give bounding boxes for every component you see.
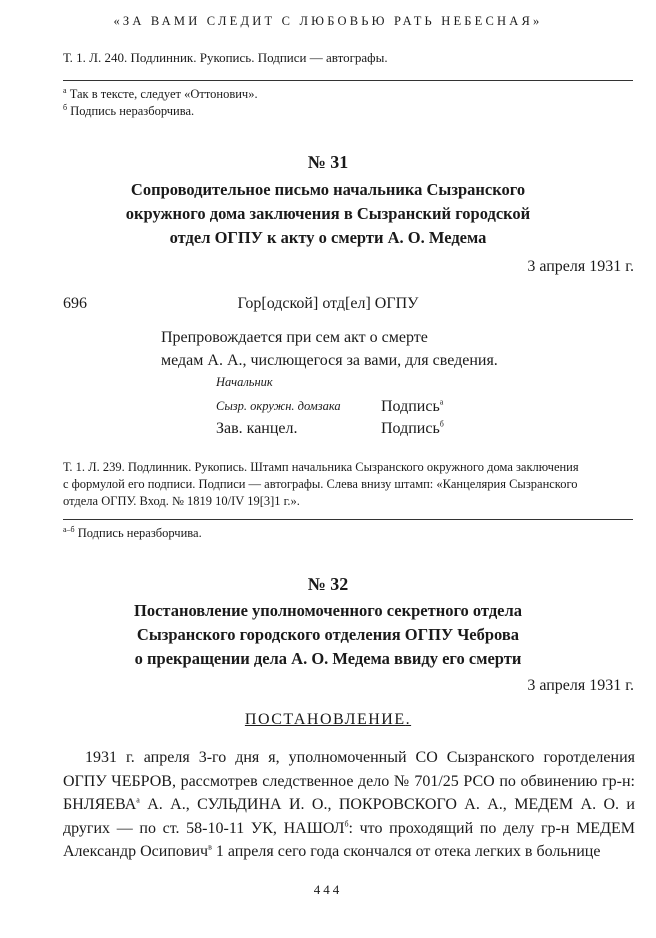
doc32-heading: ПОСТАНОВЛЕНИЕ. <box>244 711 412 728</box>
doc31-date: 3 апреля 1931 г. <box>527 258 634 275</box>
doc31-signature2: Подпись$^б$ <box>381 419 444 437</box>
footnote-divider <box>63 80 633 81</box>
doc31-title: Сопроводительное письмо начальника Сызранского окружного дома заключения в Сызранский городской отдел ОГПУ к акту о смерти А. О. Медема <box>125 180 531 247</box>
running-head: «ЗА ВАМИ СЛЕДИТ С ЛЮБОВЬЮ РАТЬ НЕБЕСНАЯ» <box>113 14 543 28</box>
footnote-divider <box>63 519 633 520</box>
page-number: 444 <box>313 882 343 897</box>
doc30-footnote-a: $^а$ Так в тексте, следует «Оттонович». <box>63 85 258 101</box>
doc31-number: № 31 <box>307 152 349 172</box>
doc30-source-note: Т. 1. Л. 240. Подлинник. Рукопись. Подписи — автографы. <box>63 50 388 65</box>
doc30-footnote-b: $^б$ Подпись неразборчива. <box>63 102 195 118</box>
doc31-addressee: Гор[одской] отд[ел] ОГПУ <box>237 295 419 312</box>
doc31-body-line2: медам А. А., числющегося за вами, для сведения. <box>161 352 498 369</box>
doc31-source-note: Т. 1. Л. 239. Подлинник. Рукопись. Штамп начальника Сызранского окружного дома заключения с формулой его подписи. Подписи — автографы. Слева внизу штамп: «Канцелярия Сызранского отдела ОГПУ. Вход. № 1819 10/IV 19[3]1 г.». <box>63 460 579 508</box>
doc31-footnote: $^{а-б}$ Подпись неразборчива. <box>63 524 202 540</box>
doc32-title: Постановление уполномоченного секретного отдела Сызранского городского отделения ОГПУ Чеброва о прекращении дела А. О. Медема ввиду его смерти <box>134 601 522 668</box>
doc31-sign-title2: Сызр. окружн. домзака <box>216 399 341 413</box>
doc31-sign-title1: Начальник <box>216 375 273 389</box>
doc31-ref-number: 696 <box>63 295 87 312</box>
doc32-body-paragraph: 1931 г. апреля 3-го дня я, уполномоченный СО Сызранского горотделения ОГПУ ЧЕБРОВ, рассмотрев следственное дело № 701/25 РСО по обвинению гр-н: $БНЛЯЕВА^а$ А. А., СУЛЬДИНА И. О., ПОКРОВСКОГО А. А., МЕДЕМ А. О. и других — по ст. 58-10-11 УК, $НАШОЛ^б$: что проходящий по делу гр-н МЕДЕМ Александр Осипович$^в$ 1 апреля сего года скончался от отека легких в больнице <box>63 749 635 860</box>
doc31-body-line1: Препровождается при сем акт о смерте <box>161 329 428 346</box>
doc31-signature1: Подпись$^а$ <box>381 397 444 415</box>
doc31-sign-title3: Зав. канцел. <box>216 420 298 437</box>
doc32-date: 3 апреля 1931 г. <box>527 677 634 694</box>
doc32-number: № 32 <box>307 574 349 594</box>
